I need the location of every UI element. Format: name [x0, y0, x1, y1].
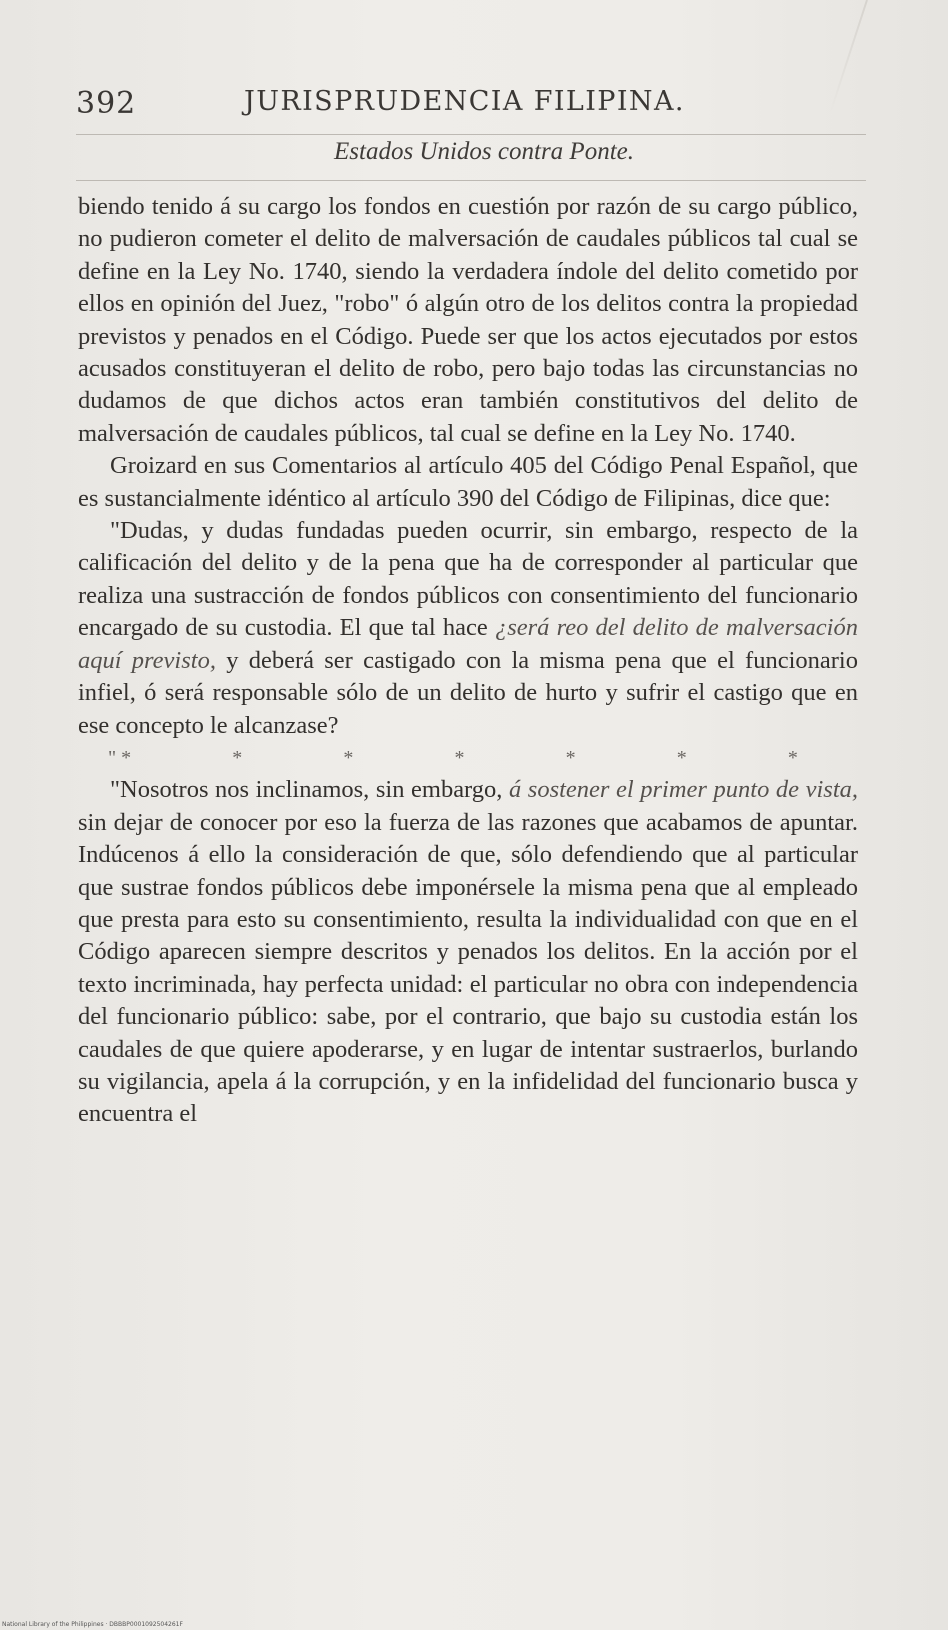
body-text — [78, 191, 858, 1131]
running-title: JURISPRUDENCIA FILIPINA. — [244, 86, 685, 117]
paragraph-quote-dudas — [78, 515, 858, 742]
ellipsis-quote-mark: " — [108, 746, 117, 769]
ellipsis-row — [78, 742, 858, 774]
quote-nosotros-italic: á sostener el primer punto de vista, — [508, 776, 858, 804]
ellipsis-mark: * — [232, 746, 243, 769]
ellipsis-mark: * — [676, 746, 687, 769]
paragraph-continuation: biendo tenido á su cargo los fondos en cuestión por razón de su cargo público, no pudieron cometer el delito de malversación de caudales públicos tal cual se define en la Ley No. 1740, siendo la verdadera índole del delito cometido por ellos en opinión del Juez, "robo" ó algún otro de los delitos contra la propiedad previstos y penados en el Código. Puede ser que los actos ejecutados por estos acusados constituyeran el delito de robo, pero bajo todas las circunstancias no dudamos de que dichos actos eran también constitutivos del delito de malversación de caudales públicos, tal cual se define en la Ley No. 1740. — [78, 193, 858, 447]
ellipsis-mark: * — [565, 746, 576, 769]
case-title: Estados Unidos contra Ponte. — [334, 138, 634, 165]
quote-dudas-part1: "Dudas, y dudas fundadas pueden ocurrir, sin embargo, respecto de la calificación del delito y de la pena que ha de corresponder al particular que realiza una sustracción de fondos públicos con consentimiento del funcionario encargado de su custodia. El que tal hace — [78, 517, 858, 642]
ellipsis-mark: * — [787, 746, 798, 769]
quote-dudas-part2: y deberá ser castigado con la misma pena que el funcionario infiel, ó será responsable sólo de un delito de hurto y sufrir el castigo que en ese concepto le alcanzase? — [78, 646, 858, 739]
header-rule-top — [76, 134, 866, 135]
quote-nosotros-part1: "Nosotros nos inclinamos, sin embargo, — [110, 776, 509, 804]
header-rule-bottom — [76, 180, 866, 181]
quote-dudas-italic: ¿será reo del delito de malversación aquí previsto, — [78, 614, 858, 674]
ellipsis-mark: * — [343, 746, 354, 769]
ellipsis-mark: * — [454, 746, 465, 769]
ellipsis-mark: * — [121, 746, 132, 769]
page-number: 392 — [76, 86, 137, 121]
paragraph-groizard: Groizard en sus Comentarios al artículo 405 del Código Penal Español, que es sustancialmente idéntico al artículo 390 del Código de Filipinas, dice que: — [78, 452, 858, 512]
ellipsis-open-quote — [108, 742, 131, 774]
quote-nosotros-part2: sin dejar de conocer por eso la fuerza de las razones que acabamos de apuntar. Indúcenos á ello la consideración de que, sólo defendiendo que al particular que sustrae fondos públicos debe imponérsele la misma pena que al empleado que presta para esto su consentimiento, resulta la individualidad con que en el Código aparecen siempre descritos y penados los delitos. En la acción por el texto incriminada, hay perfecta unidad: el particular no obra con independencia del funcionario público: sabe, por el contrario, que bajo su custodia están los caudales de que quiere apoderarse, y en lugar de intentar sustraerlos, burlando su vigilancia, apela á la corrupción, y en la infidelidad del funcionario busca y encuentra el — [78, 808, 858, 1128]
paragraph-quote-nosotros — [78, 774, 858, 1130]
page-header — [76, 80, 866, 130]
scan-credit: National Library of the Philippines · DBBBP0001092504261F — [2, 1621, 183, 1628]
